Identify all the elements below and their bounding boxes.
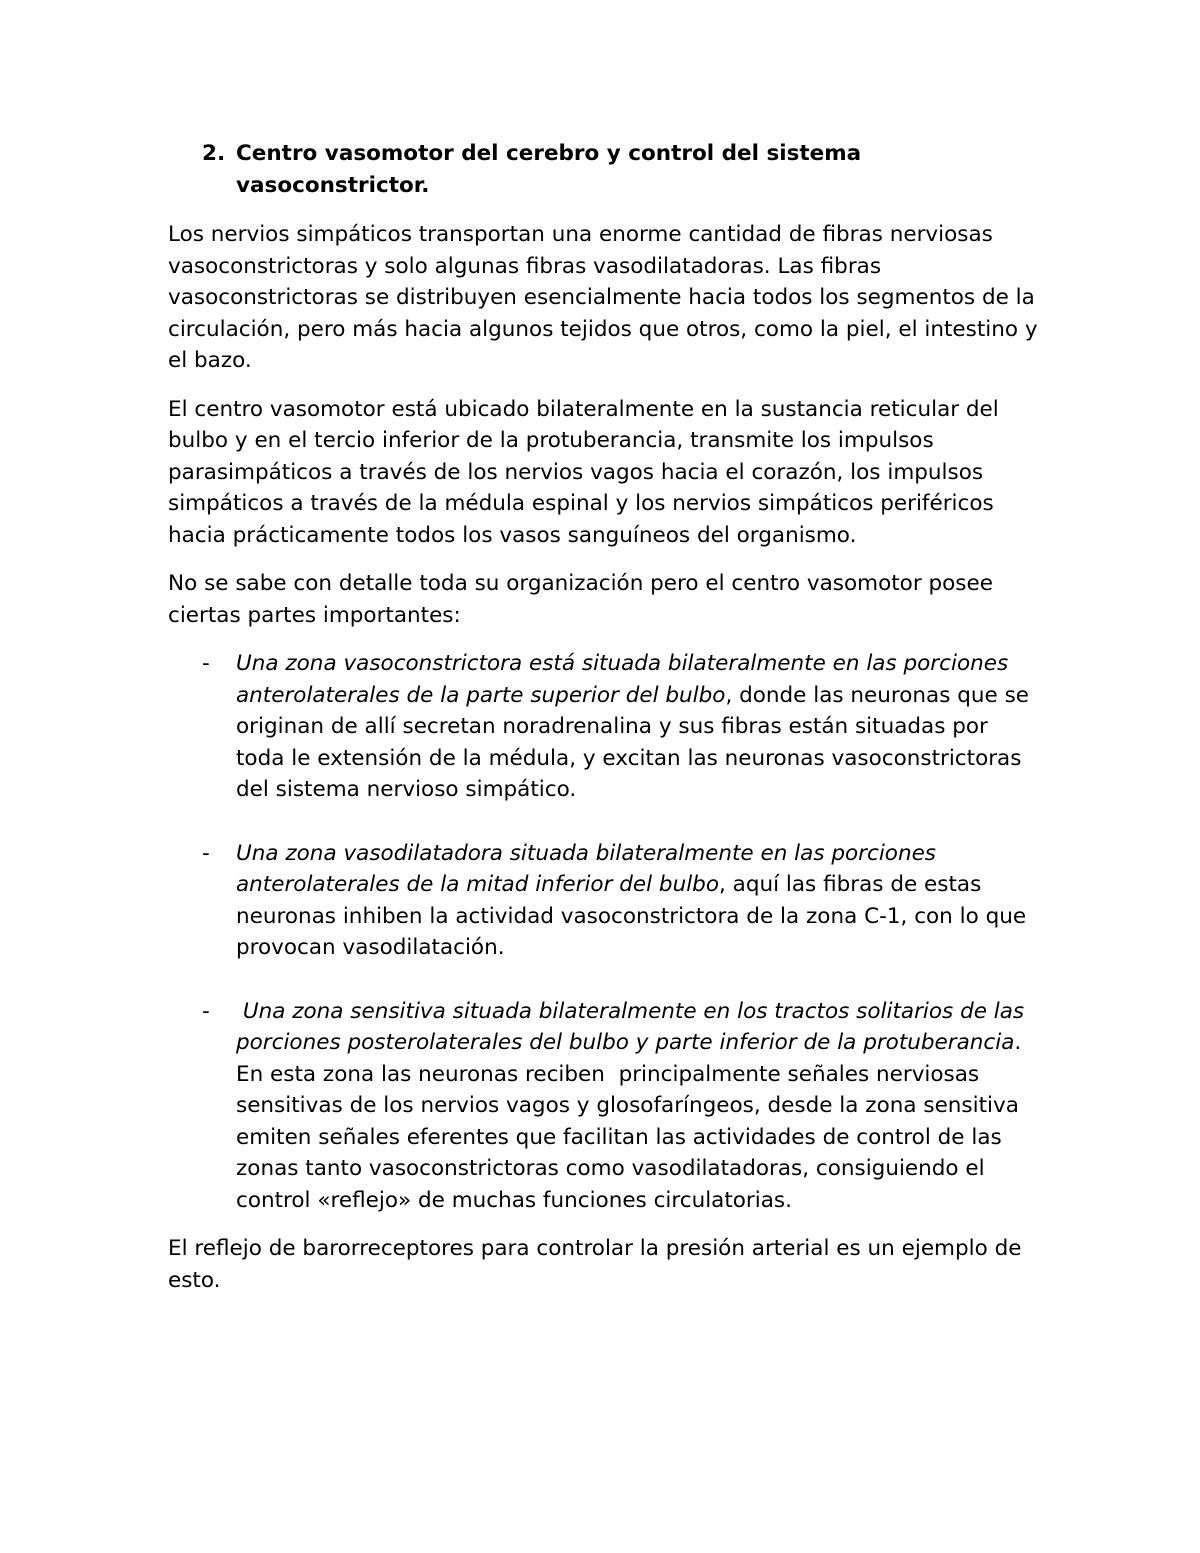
list-item-vasodilator-zone: [202, 838, 1038, 964]
list-item-plain-text: . En esta zona las neuronas reciben principalmente señales nerviosas sensitivas de los nervios vagos y glosofaríngeos, desde la zona sensitiva emiten señales eferentes que facilitan las actividades de control de las zonas tanto vasoconstrictoras como vasodilatadoras, consiguiendo el control «reflejo» de muchas funciones circulatorias.: [236, 1030, 1029, 1213]
list-item-plain-text: , donde las neuronas que se originan de allí secretan noradrenalina y sus fibras están situadas por toda le extensión de la médula, y excitan las neuronas vasoconstrictoras del sistema nervioso simpático.: [236, 682, 1030, 802]
bullet-dash: -: [202, 998, 210, 1024]
bullet-dash: -: [202, 840, 210, 866]
list-item-text: [236, 648, 1038, 806]
list-item-italic-text: Una zona vasodilatadora situada bilateralmente en las porciones anterolaterales de la mitad inferior del bulbo: [236, 840, 937, 897]
paragraph-vasomotor-center-location: El centro vasomotor está ubicado bilateralmente en la sustancia reticular del bulbo y en el tercio inferior de la protuberancia, transmite los impulsos parasimpáticos a través de los nervios vagos hacia el corazón, los impulsos simpáticos a través de la médula espinal y los nervios simpáticos periféricos hacia prácticamente todos los vasos sanguíneos del organismo.: [168, 396, 999, 548]
section-heading: [202, 138, 1038, 201]
list-item-plain-text: , aquí las fibras de estas neuronas inhiben la actividad vasoconstrictora de la zona C-1, con lo que provocan vasodilatación.: [236, 872, 1027, 960]
list-item-italic-text: Una zona sensitiva situada bilateralmente en los tractos solitarios de las porciones posterolaterales del bulbo y parte inferior de la protuberancia: [236, 998, 1031, 1055]
list-item-text: [236, 996, 1038, 1217]
paragraph-sympathetic-nerves: Los nervios simpáticos transportan una enorme cantidad de fibras nerviosas vasoconstrictoras y solo algunas fibras vasodilatadoras. Las fibras vasoconstrictoras se distribuyen esencialmente hacia todos los segmentos de la circulación, pero más hacia algunos tejidos que otros, como la piel, el intestino y el bazo.: [168, 222, 1038, 373]
heading-title: Centro vasomotor del cerebro y control del sistema vasoconstrictor.: [236, 141, 862, 198]
list-item-vasoconstrictor-zone: [202, 648, 1038, 806]
list-item-text: [236, 838, 1038, 964]
paragraph-closing: El reflejo de barorreceptores para controlar la presión arterial es un ejemplo de esto.: [168, 1236, 1022, 1293]
heading-number: 2.: [202, 141, 226, 166]
list-item-sensory-zone: [202, 996, 1038, 1217]
paragraph-organization-intro: No se sabe con detalle toda su organización pero el centro vasomotor posee ciertas partes importantes:: [168, 571, 993, 628]
list-item-italic-text: Una zona vasoconstrictora está situada bilateralmente en las porciones anterolaterales de la parte superior del bulbo: [236, 651, 1009, 708]
bullet-dash: -: [202, 651, 210, 676]
document-content: [168, 138, 1038, 1313]
